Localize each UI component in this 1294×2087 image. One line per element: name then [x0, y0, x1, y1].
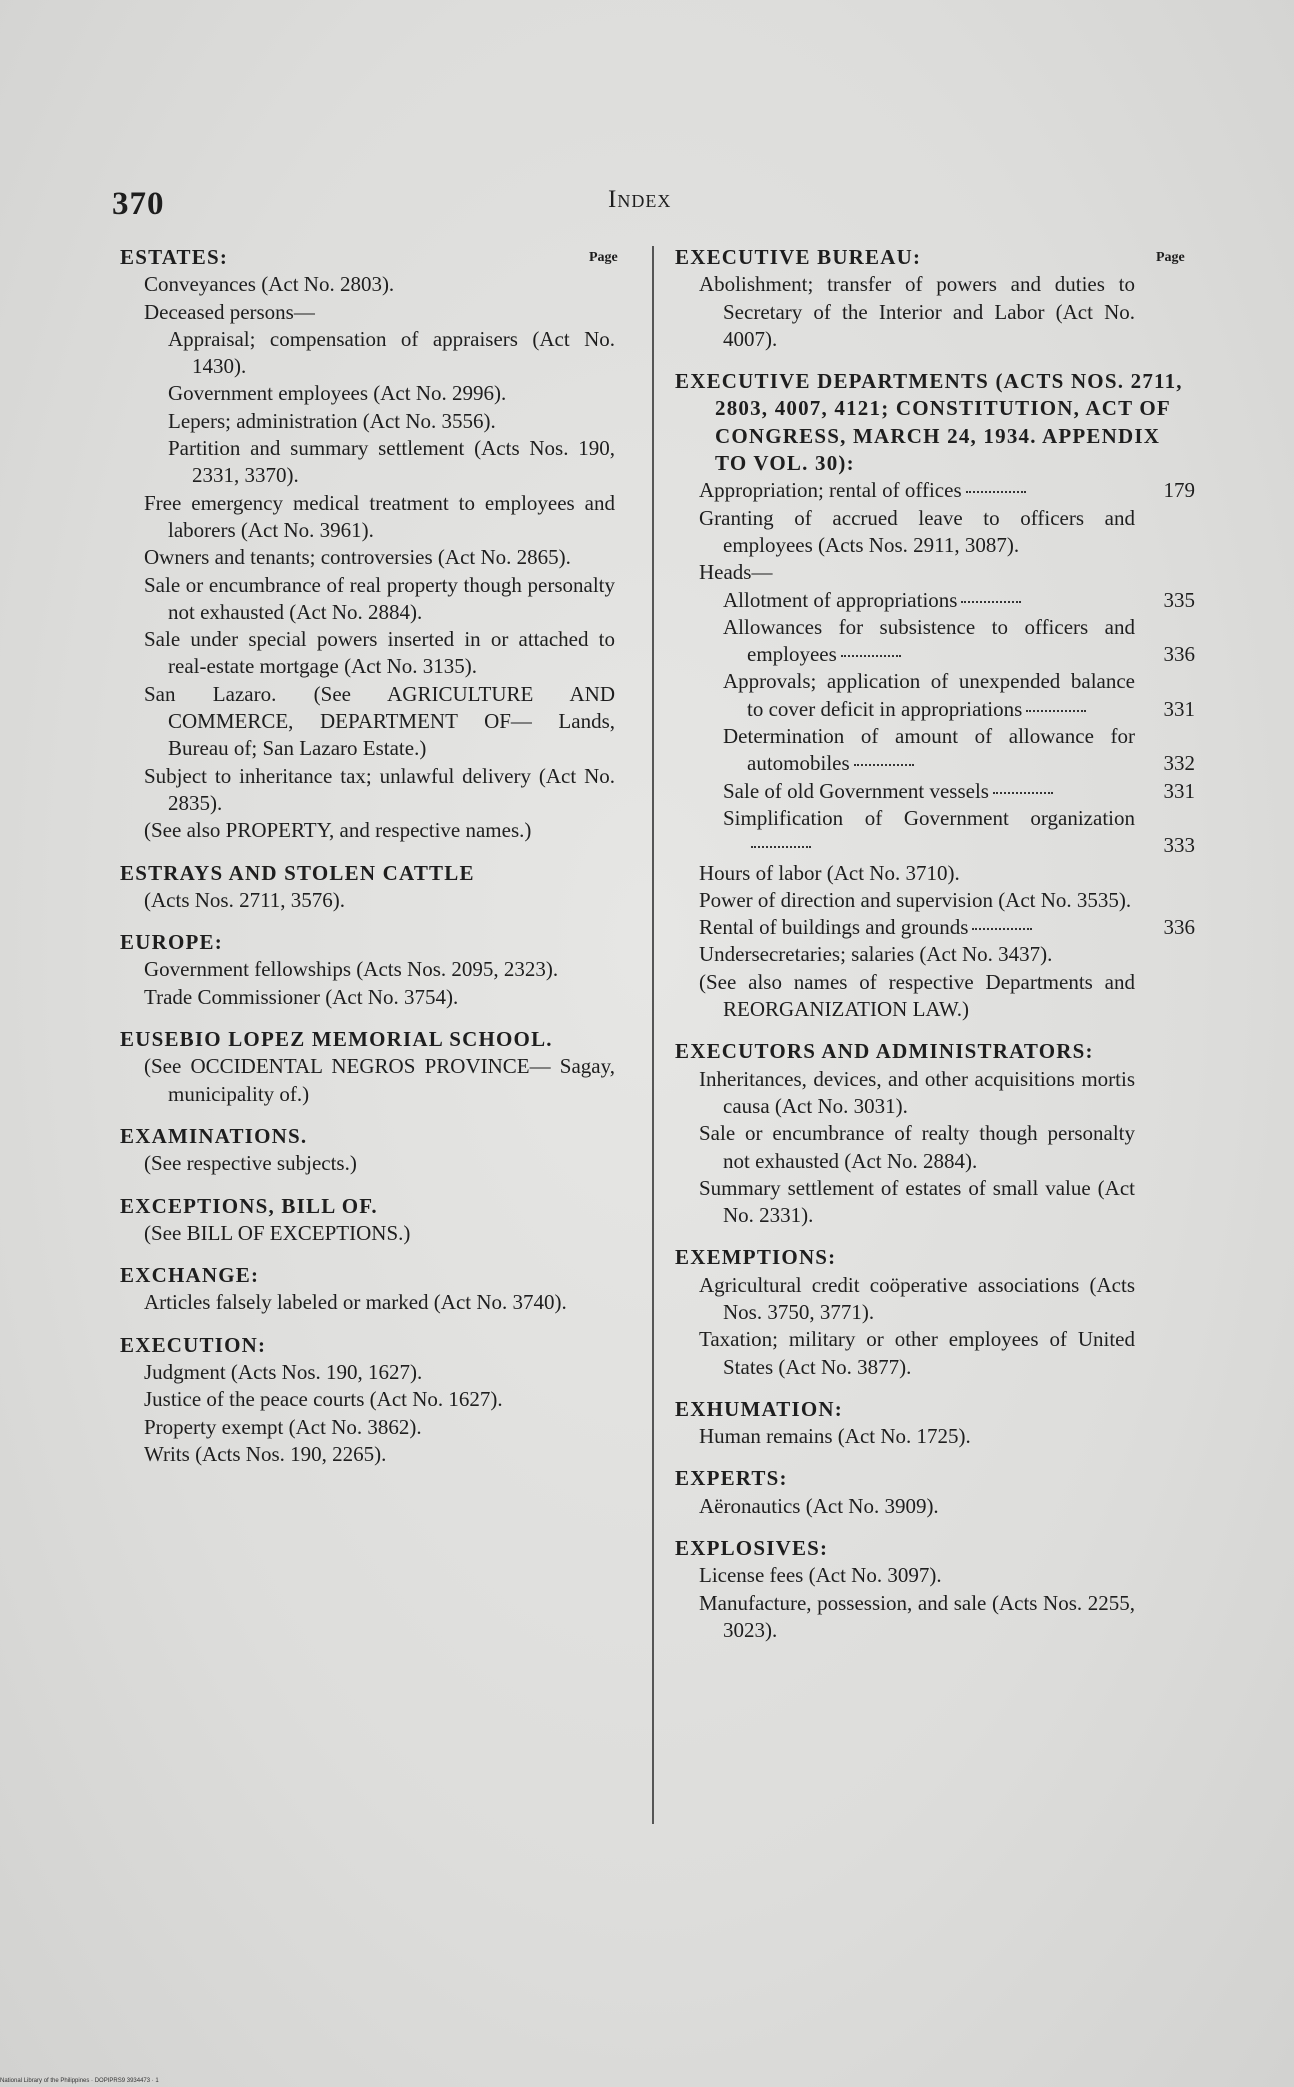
index-subentry [120, 1289, 615, 1316]
page-reference: 336 [1163, 642, 1195, 667]
subentry-text: Human remains (Act No. 1725). [699, 1424, 971, 1449]
entry-heading-text: EUSEBIO LOPEZ MEMORIAL SCHOOL. [120, 1027, 553, 1052]
leader-dots [966, 491, 1026, 493]
entry-heading [120, 1193, 615, 1220]
index-entry [675, 1396, 1195, 1451]
subentry-text: Appropriation; rental of offices [675, 477, 1135, 504]
subentry-text: Taxation; military or other employees of United States (Act No. 3877). [699, 1327, 1135, 1379]
subentry-text: Undersecretaries; salaries (Act No. 3437). [699, 942, 1053, 967]
page-reference: 179 [1163, 478, 1195, 503]
index-entry [120, 244, 615, 845]
index-subentry [120, 626, 615, 681]
index-subentry [675, 1590, 1195, 1645]
leader-dots [854, 764, 914, 766]
subentry-text: License fees (Act No. 3097). [699, 1563, 942, 1588]
index-subentry [120, 817, 615, 844]
index-subentry [120, 408, 615, 435]
subentry-text: Justice of the peace courts (Act No. 1627). [144, 1387, 503, 1412]
index-subentry [120, 271, 615, 298]
index-entry [120, 1193, 615, 1248]
index-subentry [120, 1150, 615, 1177]
index-subentry [675, 778, 1195, 805]
index-subentry [675, 805, 1195, 860]
leader-dots [972, 928, 1032, 930]
index-entry [675, 244, 1195, 353]
entry-heading [675, 368, 1195, 477]
index-subentry [675, 477, 1195, 504]
index-subentry [675, 614, 1195, 669]
subentry-text: Sale under special powers inserted in or attached to real-estate mortgage (Act No. 3135). [144, 627, 615, 679]
index-subentry [120, 1386, 615, 1413]
entry-heading-text: EXECUTION: [120, 1332, 267, 1357]
subentry-text: Determination of amount of allowance for automobiles [723, 724, 1135, 776]
index-subentry [675, 1272, 1195, 1327]
subentry-text: Rental of buildings and grounds [675, 914, 1135, 941]
entry-heading-text: EXHUMATION: [675, 1396, 843, 1421]
index-subentry [675, 271, 1195, 353]
entry-heading-text: ESTATES: [120, 245, 229, 269]
leader-dots [1026, 710, 1086, 712]
subentry-text: (See also PROPERTY, and respective names.) [144, 818, 532, 843]
index-subentry [120, 956, 615, 983]
subentry-text: Sale or encumbrance of realty though personalty not exhausted (Act No. 2884). [699, 1121, 1135, 1173]
subentry-text: Government fellowships (Acts Nos. 2095, 2323). [144, 957, 559, 982]
index-subentry [120, 299, 615, 326]
index-subentry [120, 435, 615, 490]
index-subentry [120, 490, 615, 545]
subentry-text: Subject to inheritance tax; unlawful delivery (Act No. 2835). [144, 763, 615, 815]
subentry-text: (See OCCIDENTAL NEGROS PROVINCE— Sagay, municipality of.) [144, 1054, 615, 1106]
index-subentry [675, 1175, 1195, 1230]
entry-heading-text: EXECUTIVE BUREAU: [675, 245, 922, 269]
entry-heading [120, 929, 615, 956]
leader-dots [993, 792, 1053, 794]
index-entry [675, 1465, 1195, 1520]
subentry-text: Granting of accrued leave to officers and employees (Acts Nos. 2911, 3087). [699, 505, 1135, 557]
subentry-text: Owners and tenants; controversies (Act No. 2865). [144, 545, 571, 570]
index-subentry [675, 887, 1195, 914]
entry-heading-text: EUROPE: [120, 930, 223, 955]
entry-heading-text: EXPLOSIVES: [675, 1536, 829, 1561]
subentry-text: Inheritances, devices, and other acquisitions mortis causa (Act No. 3031). [699, 1066, 1135, 1118]
index-entry [675, 1038, 1195, 1229]
leader-dots [961, 601, 1021, 603]
scan-footer: National Library of the Philippines · DOPIPRS9 3934473 · 1 [0, 2078, 159, 2084]
index-subentry [675, 1120, 1195, 1175]
entry-heading [675, 1535, 1195, 1562]
index-entry [675, 1244, 1195, 1380]
subentry-text: San Lazaro. (See AGRICULTURE AND COMMERCE, DEPARTMENT OF— Lands, Bureau of; San Lazaro Estate.) [144, 681, 615, 761]
index-subentry [675, 559, 1195, 586]
index-subentry [675, 668, 1195, 723]
index-subentry [675, 914, 1195, 941]
page-reference: 335 [1163, 587, 1195, 612]
right-column [675, 244, 1195, 1644]
index-subentry [675, 1326, 1195, 1381]
column-divider [652, 246, 654, 1824]
index-subentry [120, 681, 615, 763]
subentry-text: Approvals; application of unexpended balance to cover deficit in appropriations [723, 669, 1135, 721]
index-entry [120, 1123, 615, 1178]
page-column-label-right: Page [1156, 250, 1185, 265]
subentry-text: Articles falsely labeled or marked (Act No. 3740). [144, 1290, 567, 1315]
entry-heading-text: EXPERTS: [675, 1466, 788, 1491]
subentry-text: Writs (Acts Nos. 190, 2265). [144, 1441, 387, 1466]
subentry-text: Deceased persons— [144, 299, 315, 324]
subentry-text: Aëronautics (Act No. 3909). [699, 1493, 939, 1518]
entry-heading-text: EXCHANGE: [120, 1263, 260, 1288]
index-subentry [675, 587, 1195, 614]
page-reference: 336 [1163, 915, 1195, 940]
index-subentry [120, 380, 615, 407]
page-reference: 331 [1163, 696, 1195, 721]
subentry-text: Simplification of Government organization [675, 805, 1135, 860]
index-entry [120, 1262, 615, 1317]
index-subentry [675, 1066, 1195, 1121]
index-subentry [120, 1053, 615, 1108]
entry-heading [675, 1038, 1195, 1065]
index-subentry [120, 326, 615, 381]
index-subentry [120, 887, 615, 914]
entry-heading [120, 1262, 615, 1289]
index-entry [120, 929, 615, 1011]
subentry-text: (Acts Nos. 2711, 3576). [144, 887, 346, 912]
page-reference: 333 [1163, 833, 1195, 858]
subentry-text: Power of direction and supervision (Act No. 3535). [699, 887, 1132, 912]
entry-heading-text: EXAMINATIONS. [120, 1123, 308, 1148]
index-subentry [675, 941, 1195, 968]
index-subentry [675, 505, 1195, 560]
page-column-label-left: Page [589, 250, 618, 265]
subentry-text: Abolishment; transfer of powers and duties to Secretary of the Interior and Labor (Act No. 4007). [699, 272, 1135, 351]
entry-heading-text: EXECUTORS AND ADMINISTRATORS: [675, 1039, 1094, 1064]
entry-heading [120, 1123, 615, 1150]
subentry-text: Heads— [699, 560, 773, 585]
subentry-text: Sale or encumbrance of real property though personalty not exhausted (Act No. 2884). [144, 572, 615, 624]
subentry-text: Government employees (Act No. 2996). [168, 381, 507, 406]
index-subentry [120, 544, 615, 571]
index-subentry [675, 723, 1195, 778]
subentry-text: (See respective subjects.) [144, 1151, 357, 1176]
running-head: Index [608, 186, 672, 213]
subentry-text: Allowances for subsistence to officers and employees [723, 614, 1135, 667]
subentry-text: (See also names of respective Departments and REORGANIZATION LAW.) [699, 969, 1135, 1022]
subentry-text: Trade Commissioner (Act No. 3754). [144, 984, 459, 1009]
index-entry [675, 1535, 1195, 1644]
entry-heading [120, 1332, 615, 1359]
index-entry [675, 368, 1195, 1023]
index-entry [120, 1332, 615, 1468]
page-reference: 331 [1163, 778, 1195, 803]
entry-heading [120, 860, 615, 887]
entry-heading [675, 1465, 1195, 1492]
page-number: 370 [112, 186, 165, 222]
entry-heading [675, 244, 1195, 271]
leader-dots [841, 655, 901, 657]
index-subentry [120, 1414, 615, 1441]
left-column [120, 244, 615, 1468]
index-subentry [675, 1423, 1195, 1450]
entry-heading [675, 1396, 1195, 1423]
entry-heading [675, 1244, 1195, 1271]
index-subentry [675, 969, 1195, 1024]
subentry-text: Agricultural credit coöperative associations (Acts Nos. 3750, 3771). [699, 1272, 1135, 1324]
subentry-text: Sale of old Government vessels [675, 778, 1135, 805]
entry-heading-text: ESTRAYS AND STOLEN CATTLE [120, 860, 475, 885]
subentry-text: (See BILL OF EXCEPTIONS.) [144, 1220, 411, 1245]
index-subentry [120, 572, 615, 627]
subentry-text: Lepers; administration (Act No. 3556). [168, 408, 496, 433]
subentry-text: Property exempt (Act No. 3862). [144, 1414, 422, 1439]
index-subentry [675, 1493, 1195, 1520]
entry-heading-text: EXCEPTIONS, BILL OF. [120, 1193, 378, 1218]
index-subentry [120, 984, 615, 1011]
subentry-text: Conveyances (Act No. 2803). [144, 272, 395, 297]
index-subentry [675, 1562, 1195, 1589]
subentry-text: Hours of labor (Act No. 3710). [699, 860, 960, 885]
leader-dots [751, 846, 811, 848]
subentry-text: Summary settlement of estates of small value (Act No. 2331). [699, 1175, 1135, 1228]
index-entry [120, 1026, 615, 1108]
entry-heading-text: EXEMPTIONS: [675, 1245, 837, 1270]
entry-heading [120, 1026, 615, 1053]
entry-heading [120, 244, 615, 271]
subentry-text: Free emergency medical treatment to employees and laborers (Act No. 3961). [144, 490, 615, 542]
index-subentry [120, 1359, 615, 1386]
subentry-text: Partition and summary settlement (Acts Nos. 190, 2331, 3370). [168, 436, 615, 488]
page-reference: 332 [1163, 751, 1195, 776]
index-subentry [120, 1441, 615, 1468]
subentry-text: Appraisal; compensation of appraisers (Act No. 1430). [168, 326, 615, 379]
subentry-text: Judgment (Acts Nos. 190, 1627). [144, 1359, 423, 1384]
entry-heading-text: EXECUTIVE DEPARTMENTS (ACTS NOS. 2711, 2803, 4007, 4121; CONSTITUTION, ACT OF CONGRESS, MARCH 24, 1934. APPENDIX TO VOL. 30): [675, 369, 1183, 476]
index-subentry [675, 860, 1195, 887]
index-entry [120, 860, 615, 915]
index-subentry [120, 1220, 615, 1247]
index-subentry [120, 763, 615, 818]
subentry-text: Manufacture, possession, and sale (Acts Nos. 2255, 3023). [699, 1590, 1135, 1642]
subentry-text: Allotment of appropriations [675, 587, 1135, 614]
